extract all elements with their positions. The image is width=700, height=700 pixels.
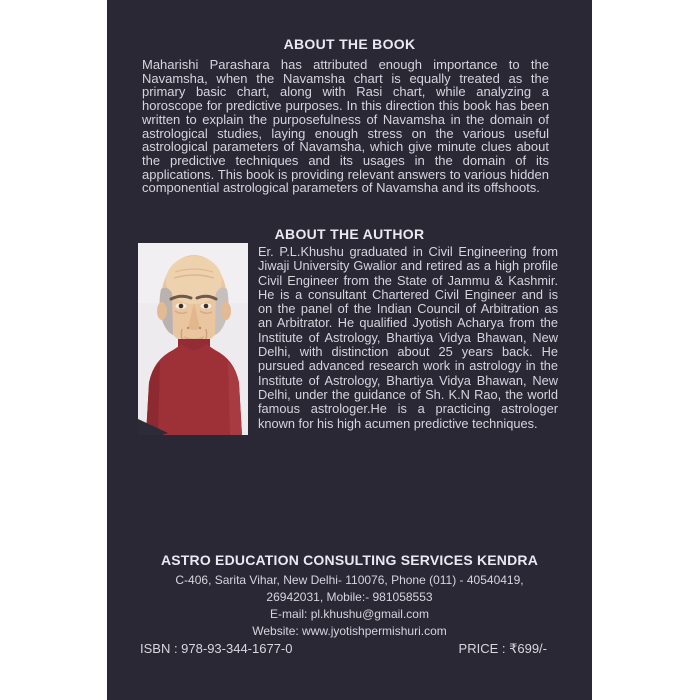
- publisher-name: ASTRO EDUCATION CONSULTING SERVICES KENDRA: [160, 552, 539, 568]
- publisher-block: [107, 552, 592, 640]
- isbn-text: ISBN : 978-93-344-1677-0: [140, 641, 293, 656]
- publisher-website: Website: www.jyotishpermishuri.com: [252, 624, 447, 638]
- about-book-heading: ABOUT THE BOOK: [283, 36, 416, 52]
- book-cover: [107, 0, 592, 700]
- publisher-email: E-mail: pl.khushu@gmail.com: [270, 607, 429, 621]
- price-text: PRICE : ₹699/-: [458, 641, 547, 656]
- isbn-price-row: [140, 641, 547, 657]
- author-portrait-illustration: [138, 243, 248, 435]
- about-book-paragraph: Maharishi Parashara has attributed enough importance to the Navamsha, when the Navamsha chart is equally treated as the primary basic chart, along with Rasi chart, while analyzing a horoscope for predictive purposes. In this direction this book has been written to explain the purposefulness of Navamsha in the domain of astrological studies, laying enough stress on the various useful astrological parameters of Navamsha, which give minute clues about the predictive techniques and its usages in the domain of its applications. This book is providing relevant answers to various hidden componential astrological parameters of Navamsha and its offshoots.: [142, 57, 549, 196]
- about-author-paragraph: Er. P.L.Khushu graduated in Civil Engineering from Jiwaji University Gwalior and retired as a high profile Civil Engineer from the State of Jammu & Kashmir. He is a consultant Chartered Civil Engineer and is on the panel of the Indian Council of Arbitration as an Arbitrator. He qualified Jyotish Acharya from the Institute of Astrology, Bhartiya Vidya Bhawan, New Delhi, with distinction about 25 years back. He pursued advanced research work in astrology in the Institute of Astrology, Bhartiya Vidya Bhawan, New Delhi, under the guidance of Sh. K.N Rao, the world famous astrologer.He is a practicing astrologer known for his high acumen predictive techniques.: [258, 244, 558, 431]
- author-photo: [138, 243, 248, 435]
- publisher-address-line1: C-406, Sarita Vihar, New Delhi- 110076, Phone (011) - 40540419,: [175, 573, 524, 587]
- publisher-address-line2: 26942031, Mobile:- 981058553: [266, 590, 433, 604]
- about-author-heading: ABOUT THE AUTHOR: [274, 226, 425, 242]
